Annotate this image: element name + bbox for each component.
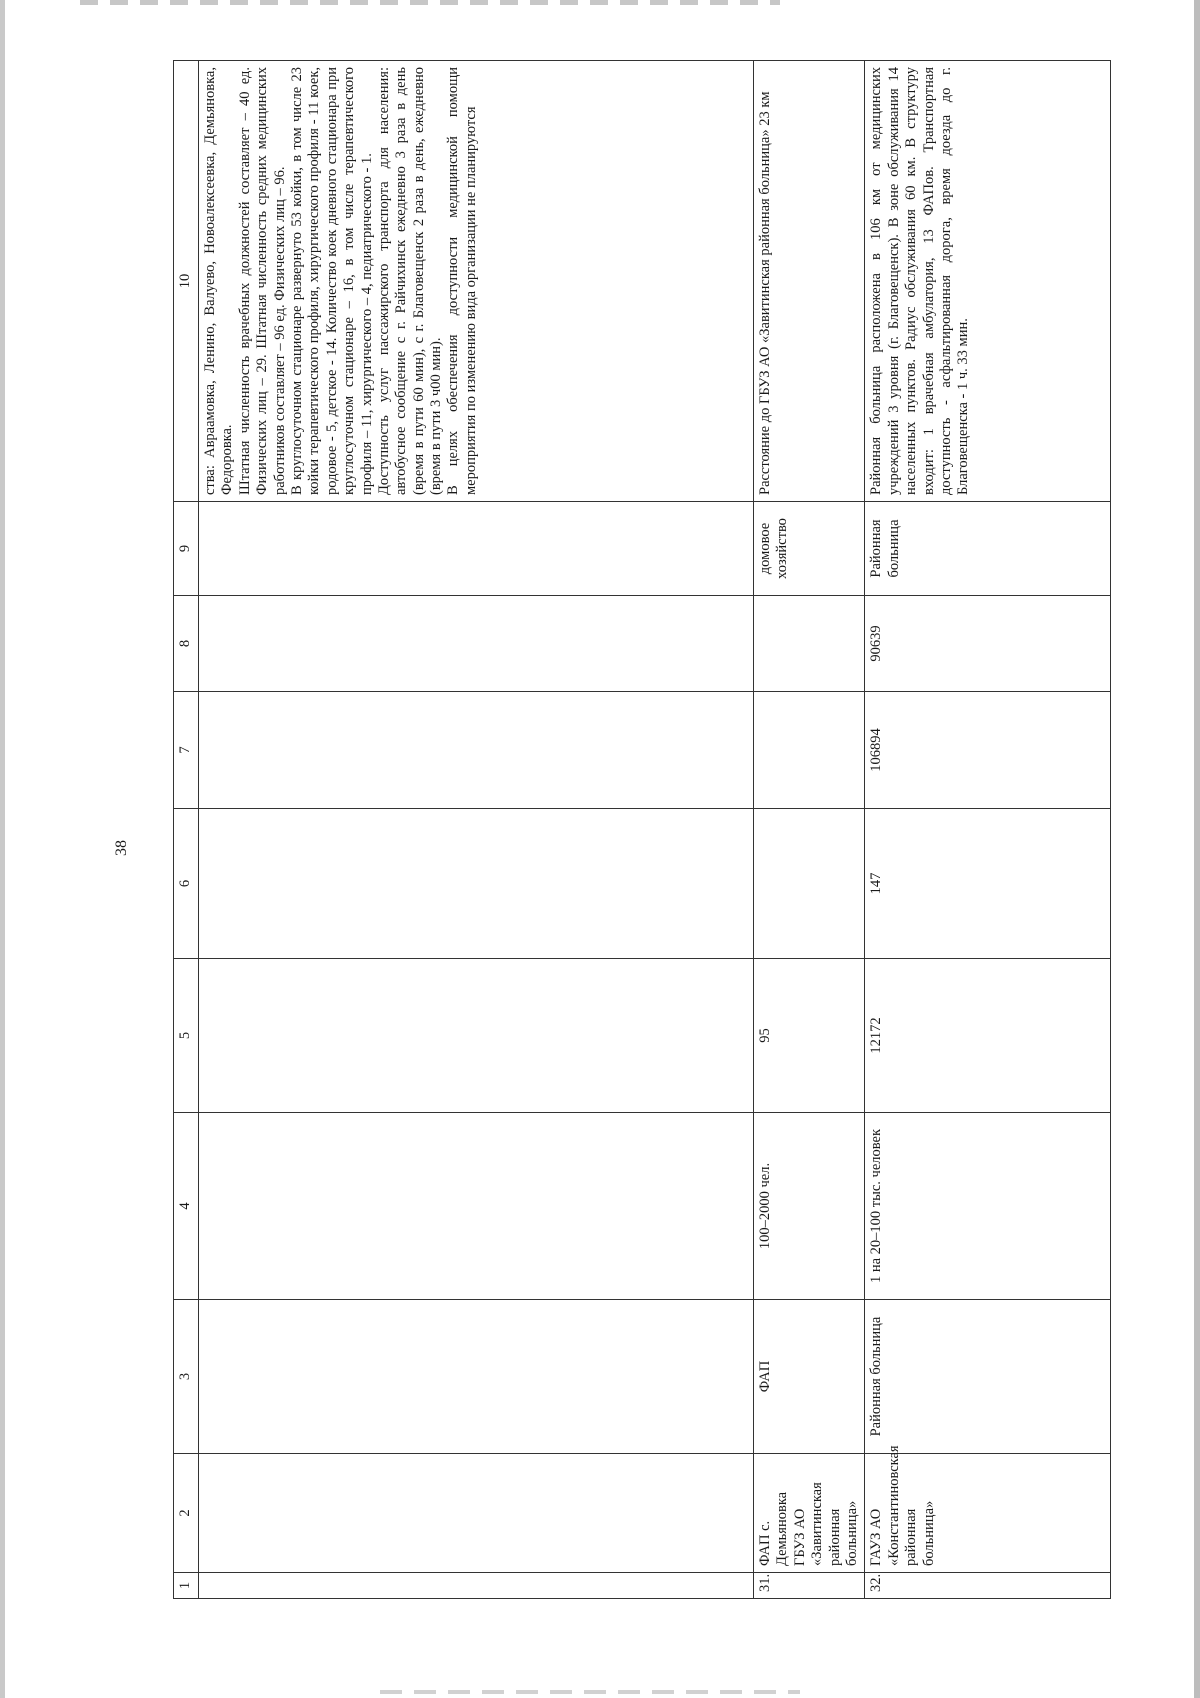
- cell-no: 31.: [754, 1573, 865, 1599]
- cell-name: ФАП с. Демьяновка ГБУЗ АО «Завитинская районная больница»: [754, 1454, 865, 1573]
- cell-col6: [199, 809, 754, 959]
- cell-no: [199, 1573, 754, 1599]
- header-col-9: 9: [174, 502, 199, 596]
- cell-col9: домовое хозяйство: [754, 502, 865, 596]
- cell-type: Районная больница: [865, 1300, 1111, 1454]
- cell-col8: [199, 596, 754, 692]
- scan-top-artifact: [80, 0, 780, 5]
- rotated-table-content: [173, 61, 1111, 1599]
- table-row: [865, 61, 1111, 1599]
- cell-population: 1 на 20–100 тыс. человек: [865, 1113, 1111, 1300]
- scan-right-edge: [1194, 0, 1200, 1698]
- cell-name: ГАУЗ АО «Константиновская районная больница»: [865, 1454, 1111, 1573]
- page-number: 38: [113, 840, 130, 856]
- cell-col7: [754, 692, 865, 809]
- header-col-6: 6: [174, 809, 199, 959]
- header-col-3: 3: [174, 1300, 199, 1454]
- cell-col6: [754, 809, 865, 959]
- cell-col8: 90639: [865, 596, 1111, 692]
- facilities-table: [173, 60, 1111, 1599]
- cell-description: Расстояние до ГБУЗ АО «Завитинская районная больница» 23 км: [754, 61, 865, 502]
- cell-name: [199, 1454, 754, 1573]
- cell-col5: 95: [754, 959, 865, 1113]
- cell-type: [199, 1300, 754, 1454]
- header-col-8: 8: [174, 596, 199, 692]
- cell-population: [199, 1113, 754, 1300]
- header-col-5: 5: [174, 959, 199, 1113]
- table-row: [199, 61, 754, 1599]
- header-col-4: 4: [174, 1113, 199, 1300]
- cell-description: ства: Авраамовка, Ленино, Валуево, Новоалексеевка, Демьяновка, Федоровка. Штатная численность врачебных должностей составляет – 40 ед. Физических лиц – 29. Штатная численность средних медицинских работников составляет – 96 ед. Физических лиц – 96. В круглосуточном стационаре развернуто 53 койки, в том числе 23 койки терапевтического профиля, хирургического профиля - 11 коек, родовое - 5, детское - 14. Количество коек дневного стационара при круглосуточном стационаре – 16, в том числе терапевтического профиля – 11, хирургического – 4, педиатрического - 1. Доступность услуг пассажирского транспорта для населения: автобусное сообщение с г. Райчихинск ежедневно 3 раза в день (время в пути 60 мин), с г. Благовещенск 2 раза в день, ежедневно (время в пути 3 ч00 мин). В целях обеспечения доступности медицинской помощи мероприятия по изменению вида организации не планируются: [199, 61, 754, 502]
- cell-col5: [199, 959, 754, 1113]
- cell-col8: [754, 596, 865, 692]
- cell-col5: 12172: [865, 959, 1111, 1113]
- cell-no: 32.: [865, 1573, 1111, 1599]
- cell-col9: [199, 502, 754, 596]
- cell-col6: 147: [865, 809, 1111, 959]
- header-col-7: 7: [174, 692, 199, 809]
- cell-type: ФАП: [754, 1300, 865, 1454]
- header-col-2: 2: [174, 1454, 199, 1573]
- cell-population: 100–2000 чел.: [754, 1113, 865, 1300]
- cell-description: Районная больница расположена в 106 км от медицинских учреждений 3 уровня (г. Благовещенск). В зоне обслуживания 14 населенных пунктов. Радиус обслуживания 60 км. В структуру входит: 1 врачебная амбулатория, 13 ФАПов. Транспортная доступность - асфальтированная дорога, время доезда до г. Благовещенска - 1 ч. 33 мин.: [865, 61, 1111, 502]
- cell-col7: 106894: [865, 692, 1111, 809]
- table-row: [754, 61, 865, 1599]
- scan-bottom-artifact: [380, 1690, 800, 1694]
- header-row: [174, 61, 199, 1599]
- header-col-1: 1: [174, 1573, 199, 1599]
- cell-col9: Районная больница: [865, 502, 1111, 596]
- header-col-10: 10: [174, 61, 199, 502]
- scan-left-edge: [0, 0, 5, 1698]
- rotated-table-frame: [173, 61, 1111, 1599]
- cell-col7: [199, 692, 754, 809]
